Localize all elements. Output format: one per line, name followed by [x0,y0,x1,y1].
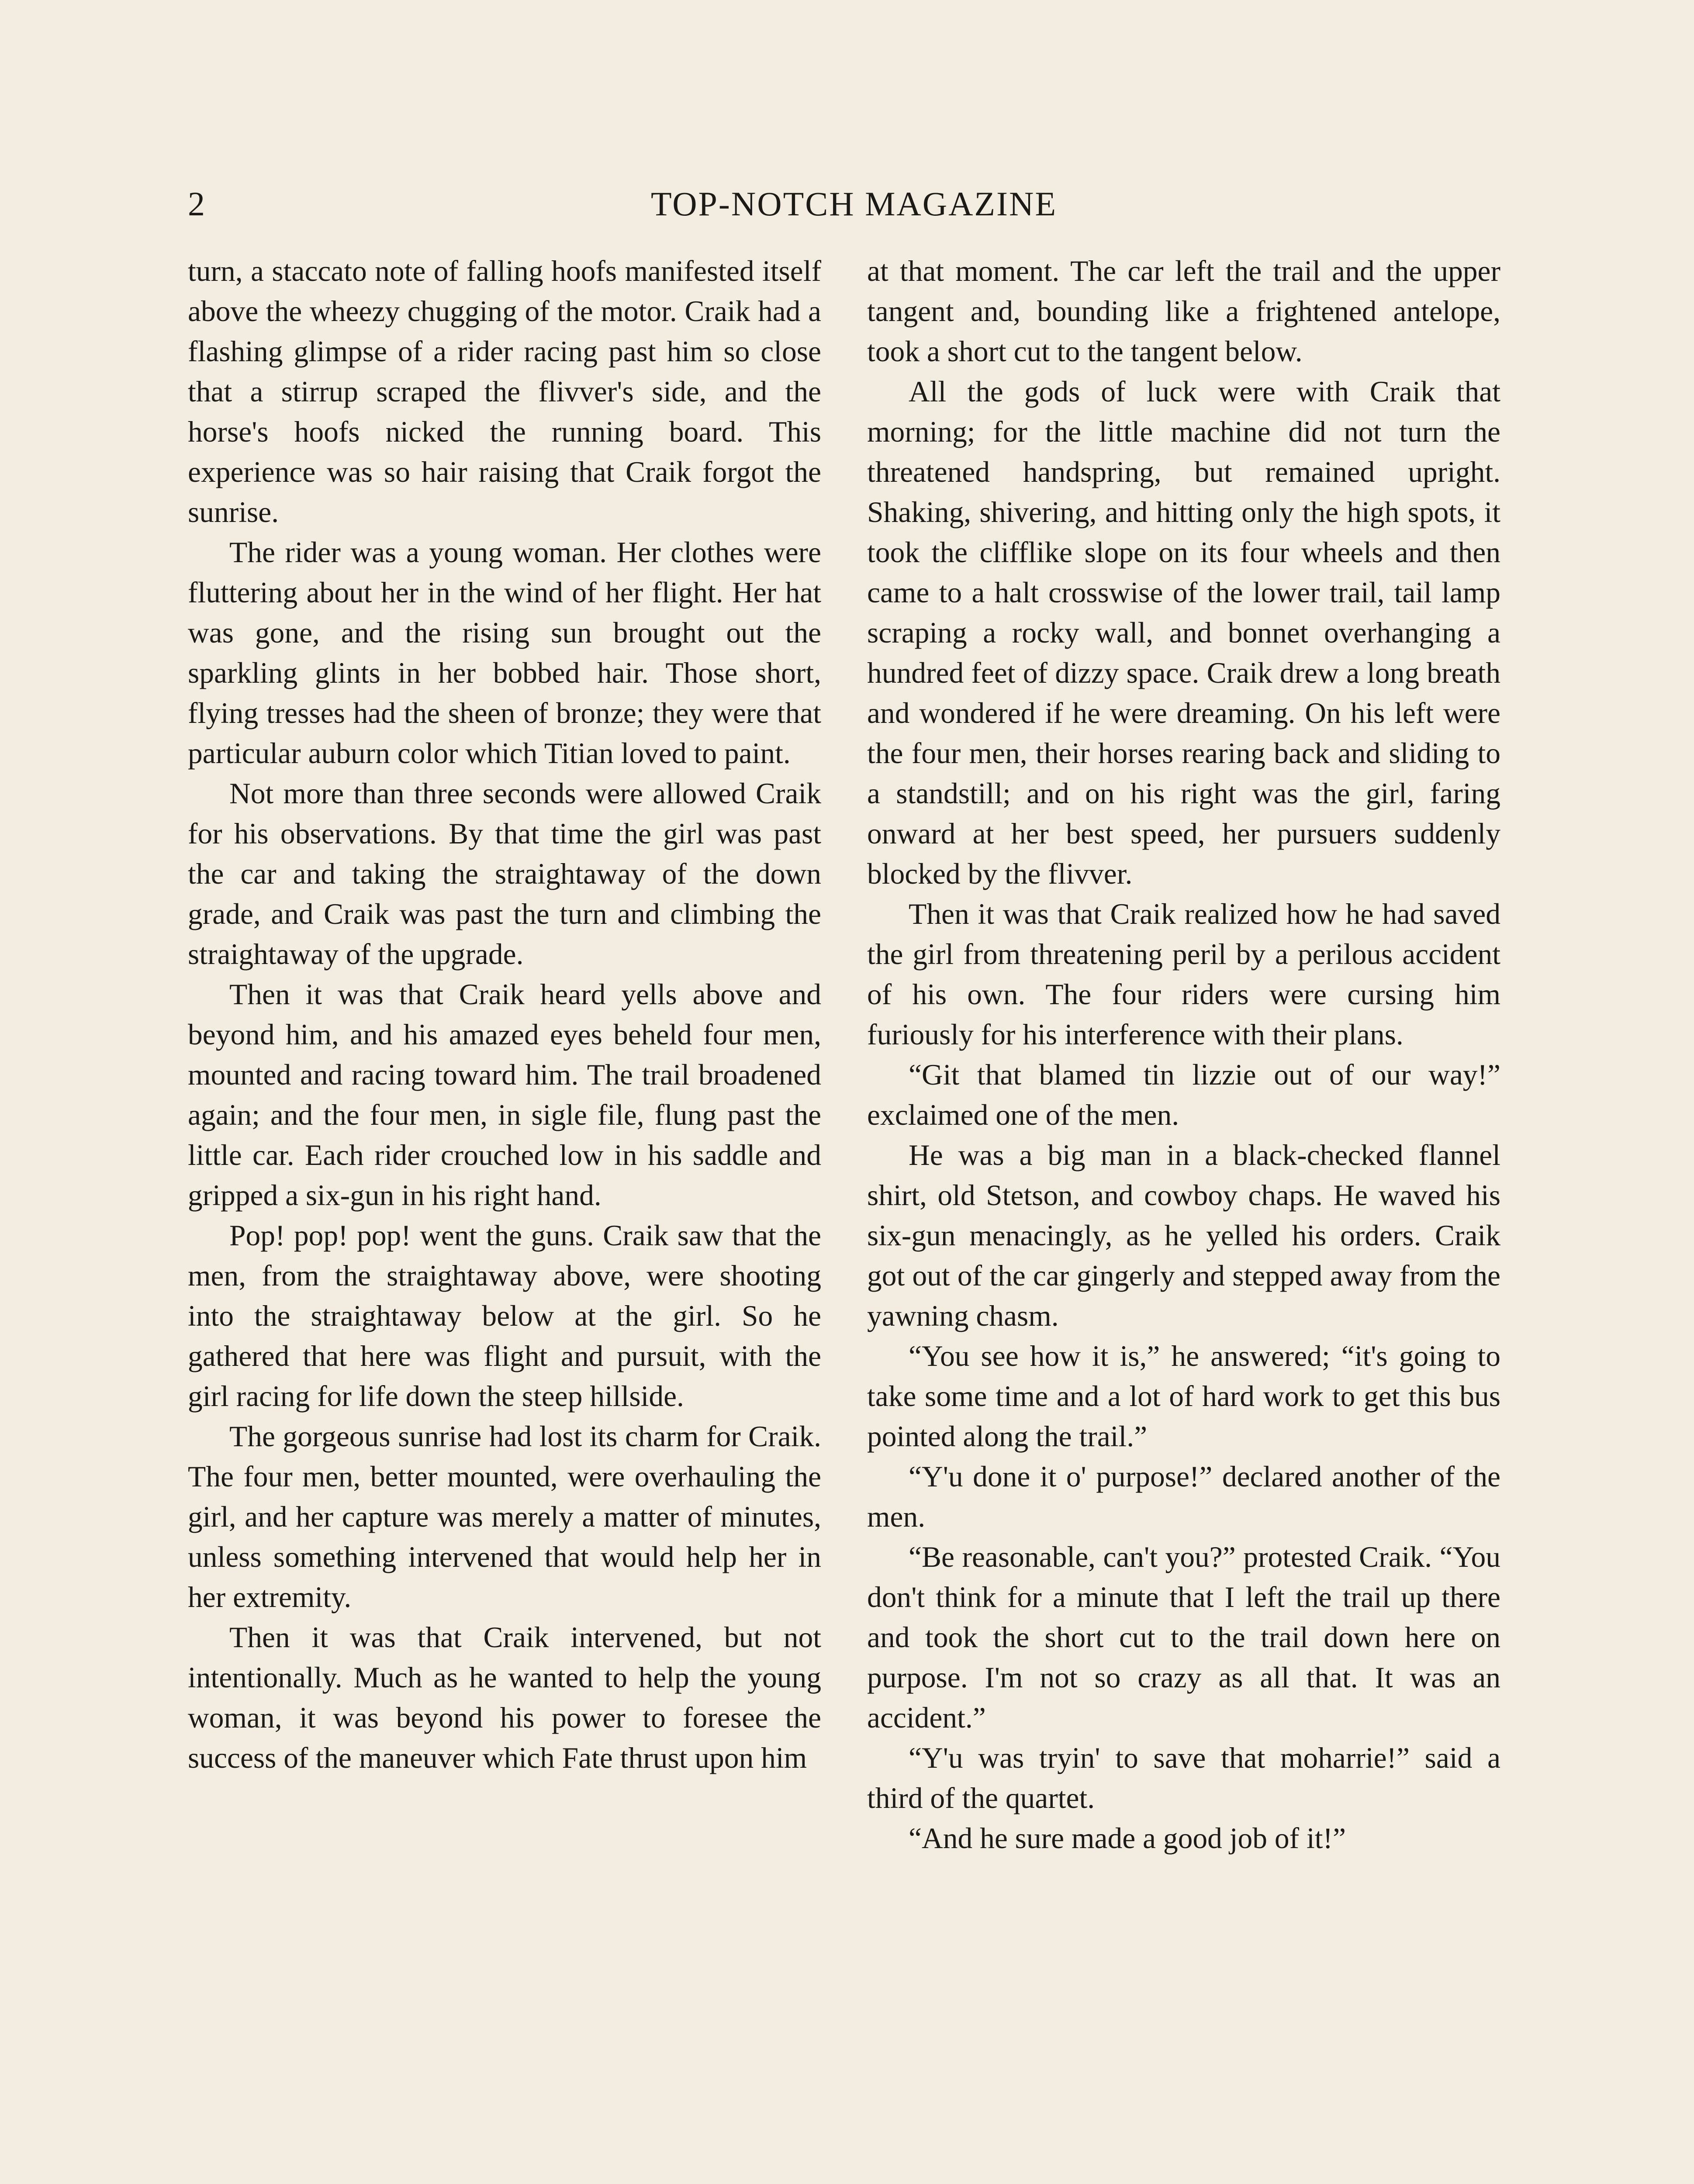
paragraph: Pop! pop! pop! went the guns. Craik saw that the men, from the straightaway above, were shooting into the straightaway below at the girl. So he gathered that here was flight and pursuit, with the girl racing for life down the steep hillside. [188,1219,821,1413]
page-header [188,180,1520,228]
paragraph: “Y'u was tryin' to save that moharrie!” said a third of the quartet. [867,1742,1500,1814]
paragraph: He was a big man in a black-checked flannel shirt, old Stetson, and cowboy chaps. He waved his six-gun menacingly, as he yelled his orders. Craik got out of the car gingerly and stepped away from the yawning chasm. [867,1139,1500,1332]
paragraph: “Y'u done it o' purpose!” declared another of the men. [867,1460,1500,1533]
paragraph: Then it was that Craik intervened, but not intentionally. Much as he wanted to help the young woman, it was beyond his power to foresee the success of the maneuver which Fate thrust upon him [188,1621,821,1774]
left-column [188,251,821,1778]
paragraph: “Git that blamed tin lizzie out of our way!” exclaimed one of the men. [867,1058,1500,1131]
paragraph: Not more than three seconds were allowed Craik for his observations. By that time the girl was past the car and taking the straightaway of the down grade, and Craik was past the turn and climbing the straightaway of the upgrade. [188,777,821,971]
running-head: TOP-NOTCH MAGAZINE [650,185,1057,223]
paragraph: at that moment. The car left the trail and the upper tangent and, bounding like a frightened antelope, took a short cut to the tangent below. [867,255,1500,368]
paragraph: The gorgeous sunrise had lost its charm for Craik. The four men, better mounted, were overhauling the girl, and her capture was merely a matter of minutes, unless something intervened that would help her in her extremity. [188,1420,821,1614]
paragraph: turn, a staccato note of falling hoofs manifested itself above the wheezy chugging of the motor. Craik had a flashing glimpse of a rider racing past him so close that a stirrup scraped the flivver's side, and the horse's hoofs nicked the running board. This experience was so hair raising that Craik forgot the sunrise. [188,255,821,529]
paragraph: “Be reasonable, can't you?” protested Craik. “You don't think for a minute that I left the trail up there and took the short cut to the trail down here on purpose. I'm not so crazy as all that. It was an accident.” [867,1541,1500,1734]
paragraph: Then it was that Craik heard yells above and beyond him, and his amazed eyes beheld four men, mounted and racing toward him. The trail broadened again; and the four men, in sigle file, flung past the little car. Each rider crouched low in his saddle and gripped a six-gun in his right hand. [188,978,821,1212]
paragraph: All the gods of luck were with Craik that morning; for the little machine did not turn the threatened handspring, but remained upright. Shaking, shivering, and hitting only the high spots, it took the clifflike slope on its four wheels and then came to a halt crosswise of the lower trail, tail lamp scraping a rocky wall, and bonnet overhanging a hundred feet of dizzy space. Craik drew a long breath and wondered if he were dreaming. On his left were the four men, their horses rearing back and sliding to a standstill; and on his right was the girl, faring onward at her best speed, her pursuers suddenly blocked by the flivver. [867,375,1500,890]
paragraph: “And he sure made a good job of it!” [909,1822,1346,1855]
paragraph: “You see how it is,” he answered; “it's going to take some time and a lot of hard work to get this bus pointed along the trail.” [867,1340,1500,1453]
right-column [867,251,1500,1859]
paragraph: Then it was that Craik realized how he had saved the girl from threatening peril by a perilous accident of his own. The four riders were cursing him furiously for his interference with their plans. [867,898,1500,1051]
paragraph: The rider was a young woman. Her clothes were fluttering about her in the wind of her flight. Her hat was gone, and the rising sun brought out the sparkling glints in her bobbed hair. Those short, flying tresses had the sheen of bronze; they were that particular auburn color which Titian loved to paint. [188,536,821,770]
page-number: 2 [188,185,205,223]
